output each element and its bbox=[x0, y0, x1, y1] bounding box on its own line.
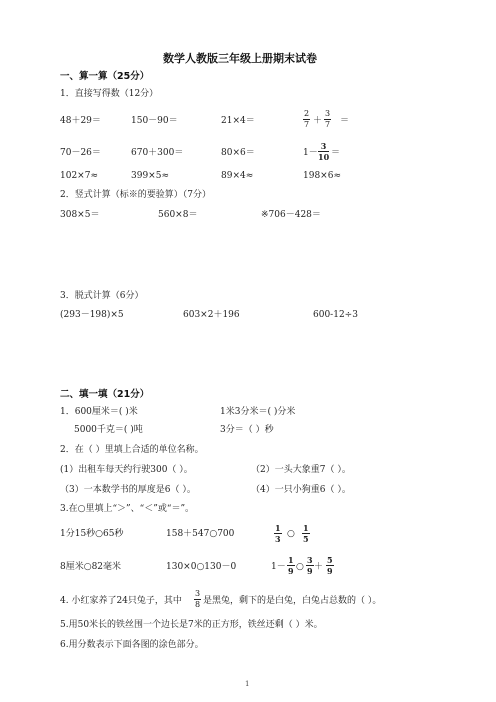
q3-heading: 3．脱式计算（6分） bbox=[60, 291, 144, 301]
compare-circle: ○ bbox=[287, 529, 295, 539]
calc-item: 670＋300＝ bbox=[131, 148, 184, 158]
q2-heading: 2．在（ ）里填上合适的单位名称。 bbox=[60, 445, 204, 455]
fraction: 2 7 bbox=[304, 109, 310, 129]
operator: ＋ bbox=[313, 116, 323, 126]
fill-item: （3）一本数学书的厚度是6（ ）。 bbox=[60, 485, 196, 495]
calc-item: 89×4≈ bbox=[221, 171, 254, 181]
calc-prefix: 1－ bbox=[303, 148, 318, 158]
fraction: 3 9 bbox=[307, 555, 313, 576]
equals: ＝ bbox=[340, 116, 350, 126]
calc-item: 70－26＝ bbox=[60, 148, 101, 158]
step-calc-item: 600-12÷3 bbox=[313, 310, 358, 320]
fill-item: 3分＝（ ）秒 bbox=[220, 425, 274, 435]
q5-text: 5.用50米长的铁丝围一个边长是7米的正方形，铁丝还剩（ ）米。 bbox=[60, 620, 323, 630]
q4-text-pre: 4. 小红家养了24只兔子，其中 bbox=[60, 596, 182, 606]
fraction: 3 10 bbox=[318, 141, 330, 162]
page-title: 数学人教版三年级上册期末试卷 bbox=[163, 52, 317, 65]
fill-item: 1．600厘米＝( )米 bbox=[60, 407, 138, 417]
vertical-calc-item: 308×5＝ bbox=[60, 210, 100, 220]
calc-item: 48＋29＝ bbox=[60, 116, 101, 126]
compare-item: 158＋547○700 bbox=[166, 529, 235, 539]
calc-item: 80×6＝ bbox=[221, 148, 255, 158]
fill-item: （2）一头大象重7（ ）。 bbox=[251, 465, 351, 475]
fraction: 3 7 bbox=[325, 109, 331, 129]
calc-item: 150－90＝ bbox=[131, 116, 178, 126]
fraction: 1 5 bbox=[303, 523, 309, 544]
calc-item: 399×5≈ bbox=[131, 171, 169, 181]
q6-text: 6.用分数表示下面各图的涂色部分。 bbox=[60, 640, 204, 650]
calc-item: 198×6≈ bbox=[303, 171, 341, 181]
vertical-calc-item: 560×8＝ bbox=[158, 210, 198, 220]
step-calc-item: 603×2＋196 bbox=[183, 310, 240, 320]
q4-text-post: 是黑兔，剩下的是白兔，白兔占总数的（ ）。 bbox=[203, 596, 382, 606]
fill-item: (1）出租车每天约行驶300（ ）。 bbox=[60, 465, 193, 475]
page-number: 1 bbox=[245, 680, 250, 688]
compare-item: 8厘米○82毫米 bbox=[60, 562, 122, 572]
fraction: 1 9 bbox=[288, 555, 294, 576]
compare-item: 130×0○130－0 bbox=[166, 562, 237, 572]
fill-item: （4）一只小狗重6（ ）。 bbox=[251, 485, 351, 495]
calc-item: 21×4＝ bbox=[221, 116, 255, 126]
operator: ＋ bbox=[314, 562, 324, 572]
section2-heading: 二、填一填（21分） bbox=[60, 389, 150, 400]
compare-circle: ○ bbox=[296, 562, 304, 572]
compare-prefix: 1－ bbox=[271, 562, 286, 572]
equals: ＝ bbox=[331, 148, 341, 158]
calc-item: 102×7≈ bbox=[60, 171, 98, 181]
section1-heading: 一、算一算（25分） bbox=[60, 71, 150, 82]
fraction: 5 9 bbox=[327, 555, 333, 576]
fill-item: 5000千克＝( )吨 bbox=[74, 425, 143, 435]
fill-item: 1米3分米＝( )分米 bbox=[220, 407, 296, 417]
q1-heading: 1．直接写得数（12分） bbox=[60, 89, 159, 99]
q3-heading: 3.在○里填上“＞”、“＜”或“＝”。 bbox=[60, 504, 195, 514]
compare-item: 1分15秒○65秒 bbox=[60, 529, 124, 539]
fraction: 3 8 bbox=[195, 589, 201, 609]
q2-heading: 2．竖式计算（标※的要验算）（7分） bbox=[60, 190, 211, 200]
fraction: 1 3 bbox=[275, 523, 281, 544]
step-calc-item: (293－198)×5 bbox=[60, 310, 124, 320]
vertical-calc-item: ※706－428＝ bbox=[261, 210, 321, 220]
